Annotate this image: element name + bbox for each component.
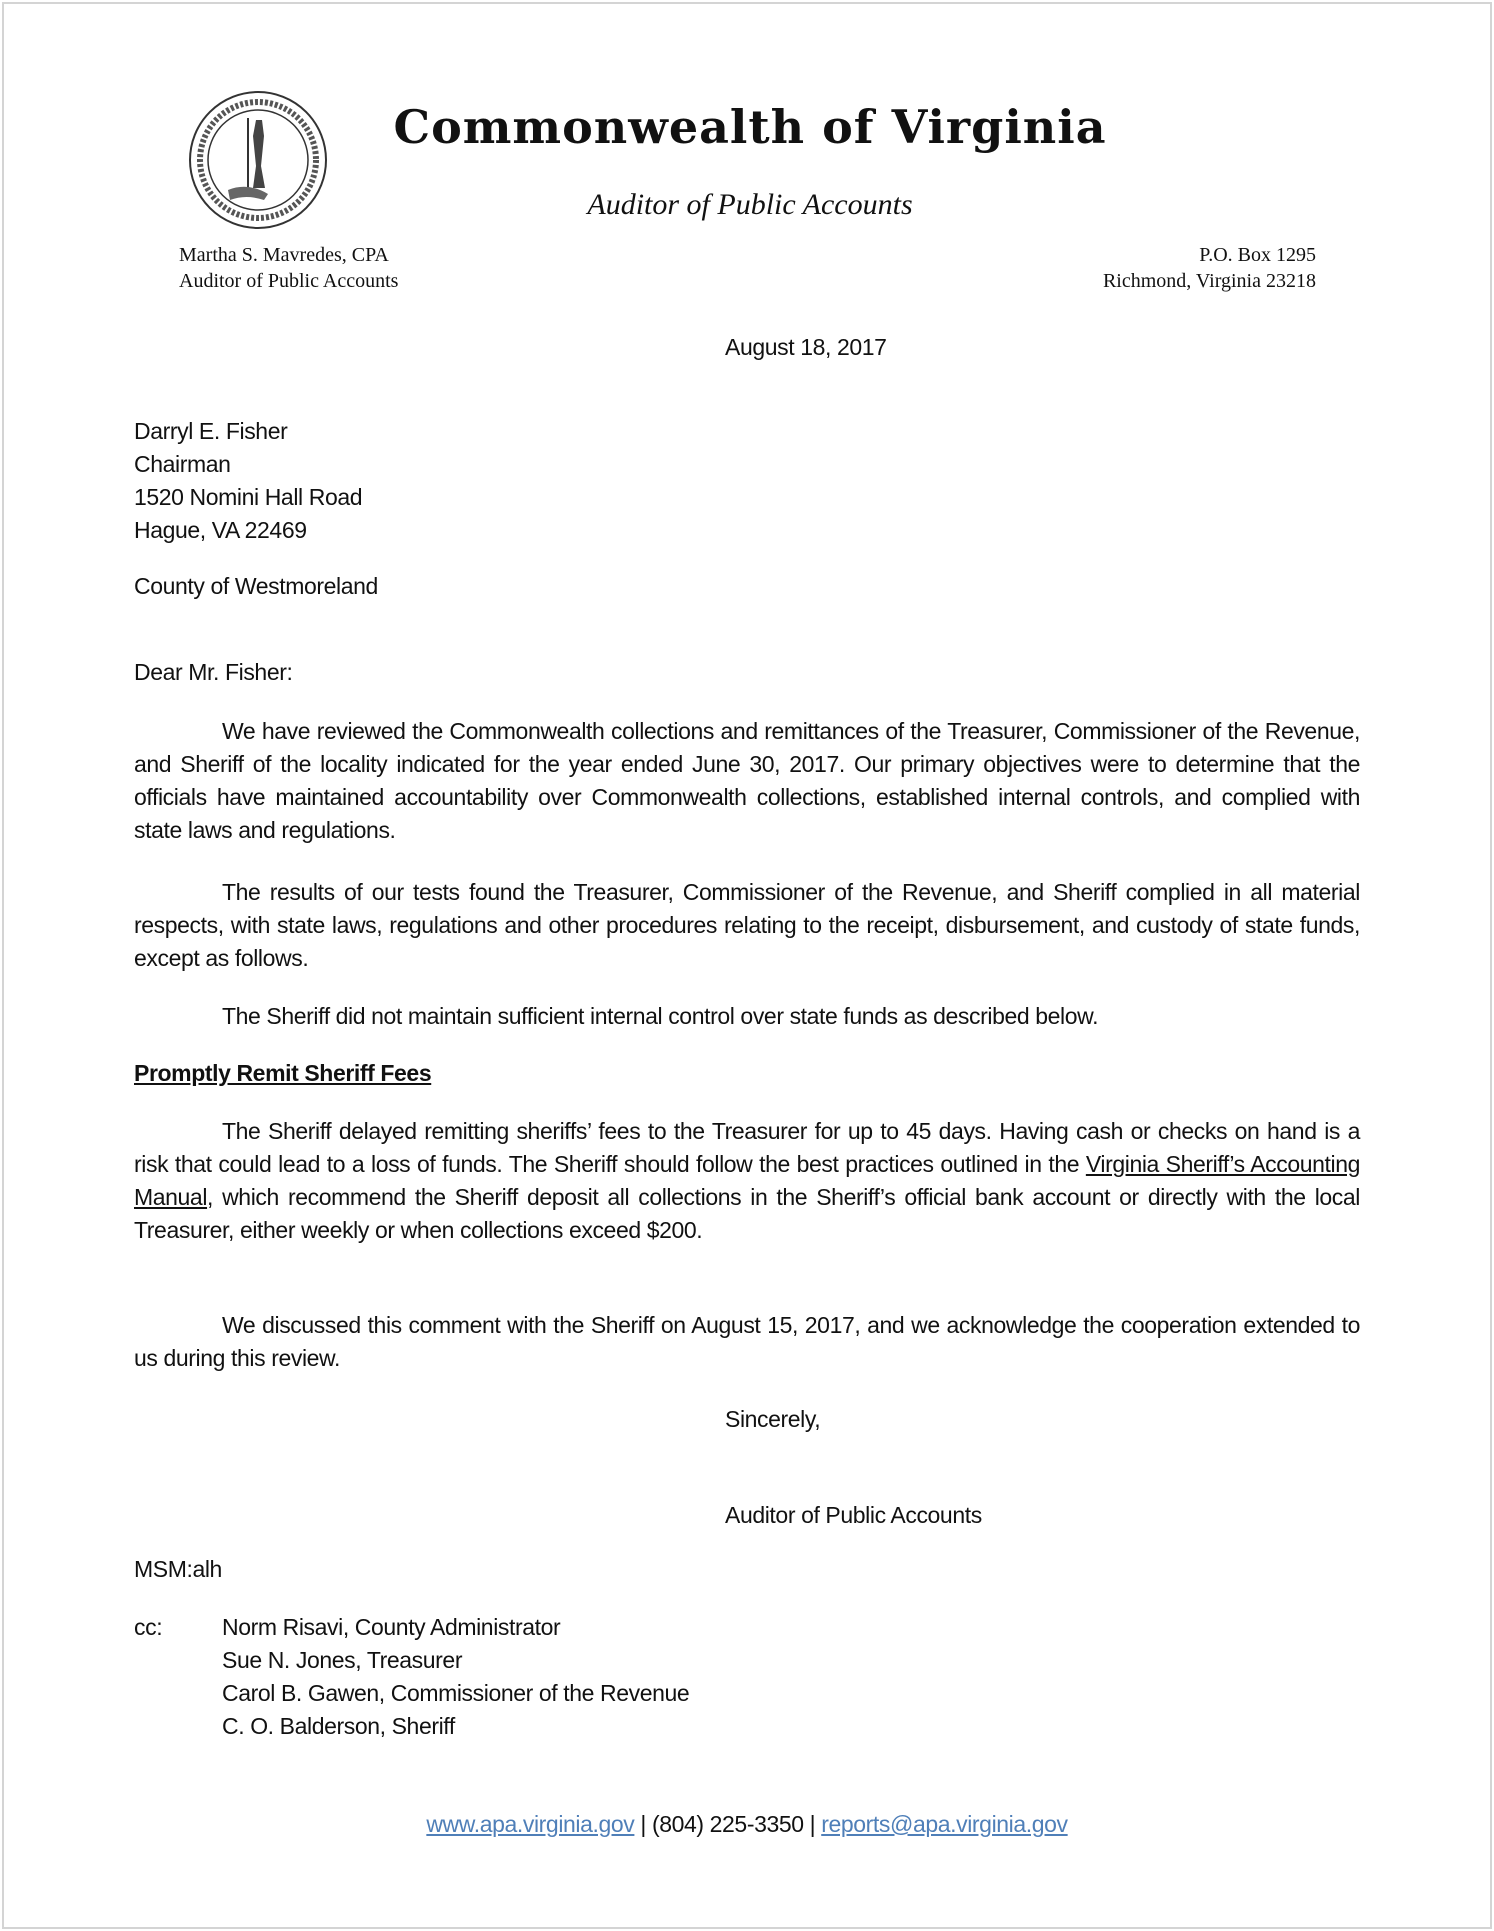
- cc-label: cc:: [134, 1614, 163, 1640]
- cc-item: Norm Risavi, County Administrator: [222, 1614, 561, 1640]
- recipient-street: 1520 Nomini Hall Road: [134, 484, 363, 510]
- letterhead-subtitle: Auditor of Public Accounts: [587, 188, 913, 221]
- letter-date: August 18, 2017: [725, 334, 887, 360]
- recipient-title: Chairman: [134, 451, 231, 477]
- paragraph-4: The Sheriff delayed remitting sheriffs’ fees to the Treasurer for up to 45 days. Having cash or checks on hand is a risk that could lead to a loss of funds. The Sheriff should follow the best practices outlined in the Virginia Sheriff’s Accounting Manual, which recommend the Sheriff deposit all collections in the Sheriff’s official bank account or directly with the local Treasurer, either weekly or when collections exceed $200.: [134, 1118, 1360, 1243]
- recipient-address: [134, 415, 362, 547]
- county: County of Westmoreland: [134, 573, 378, 599]
- footer: www.apa.virginia.gov | (804) 225-3350 | reports@apa.virginia.gov: [426, 1811, 1068, 1837]
- auditor-info: [179, 242, 398, 294]
- paragraph-1: We have reviewed the Commonwealth collections and remittances of the Treasurer, Commissioner of the Revenue, and Sheriff of the locality indicated for the year ended June 30, 2017. Our primary objectives were to determine that the officials have maintained accountability over Commonwealth collections, established internal controls, and complied with state laws and regulations.: [134, 718, 1360, 843]
- salutation: Dear Mr. Fisher:: [134, 659, 293, 685]
- signature: Auditor of Public Accounts: [725, 1502, 982, 1528]
- phone-number: (804) 225-3350: [651, 1811, 804, 1837]
- virginia-seal-logo: [188, 90, 328, 230]
- manual-reference: Virginia Sheriff’s Accounting Manual: [134, 1151, 1360, 1210]
- city-state-zip: Richmond, Virginia 23218: [1102, 270, 1316, 292]
- website-link[interactable]: www.apa.virginia.gov: [426, 1811, 635, 1837]
- cc-item: C. O. Balderson, Sheriff: [222, 1713, 455, 1739]
- closing: Sincerely,: [725, 1406, 821, 1432]
- email-link[interactable]: reports@apa.virginia.gov: [821, 1811, 1068, 1837]
- auditor-title: Auditor of Public Accounts: [179, 270, 399, 292]
- auditor-name: Martha S. Mavredes, CPA: [179, 244, 389, 266]
- paragraph-5: We discussed this comment with the Sheriff on August 15, 2017, and we acknowledge the cooperation extended to us during this review.: [134, 1312, 1360, 1371]
- paragraph-3: The Sheriff did not maintain sufficient internal control over state funds as described below.: [222, 1003, 1099, 1029]
- recipient-city: Hague, VA 22469: [134, 517, 307, 543]
- paragraph-2: The results of our tests found the Treasurer, Commissioner of the Revenue, and Sheriff complied in all material respects, with state laws, regulations and other procedures relating to the receipt, disbursement, and custody of state funds, except as follows.: [134, 879, 1360, 971]
- cc-item: Sue N. Jones, Treasurer: [222, 1647, 463, 1673]
- cc-item: Carol B. Gawen, Commissioner of the Revenue: [222, 1680, 690, 1706]
- cc-list: [222, 1611, 689, 1743]
- recipient-name: Darryl E. Fisher: [134, 418, 288, 444]
- finding-heading: Promptly Remit Sheriff Fees: [134, 1060, 432, 1086]
- office-address: [1103, 242, 1316, 294]
- initials: MSM:alh: [134, 1556, 222, 1582]
- po-box: P.O. Box 1295: [1199, 244, 1316, 266]
- letterhead-title: Commonwealth of Virginia: [393, 100, 1107, 154]
